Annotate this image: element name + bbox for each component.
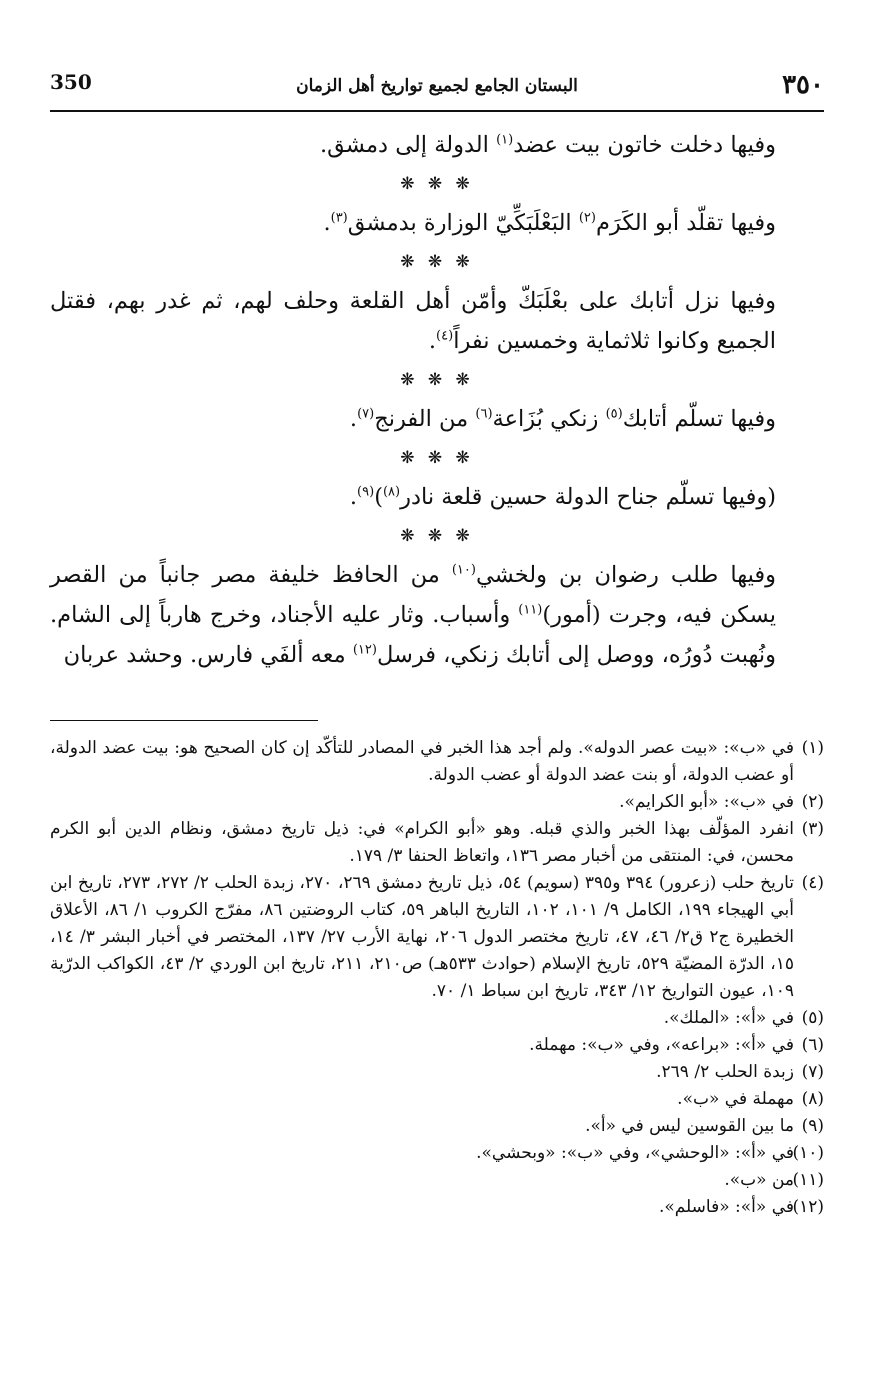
footnote-number: (٣)	[801, 819, 824, 839]
text-run: وفيها تقلّد أبو الكَرَم	[595, 210, 776, 236]
footnote-ref[interactable]: (٧)	[357, 406, 375, 422]
text-run: .	[428, 328, 437, 354]
running-header	[50, 70, 824, 104]
footnote-ref[interactable]: (١٠)	[451, 562, 476, 578]
footnote-rule	[50, 720, 318, 721]
paragraph	[50, 125, 824, 165]
footnote-ref[interactable]: (١٢)	[352, 642, 377, 658]
footnote-number: (٢)	[801, 792, 824, 812]
footnote	[50, 1194, 824, 1221]
section-separator: ❋ ❋ ❋	[400, 448, 474, 468]
paragraph	[50, 555, 824, 675]
header-rule	[50, 110, 824, 112]
footnote-text: في «أ»: «الملك».	[663, 1008, 794, 1028]
footnote-number: (٦)	[801, 1035, 824, 1055]
text-run: .	[349, 406, 358, 432]
footnote-text: في «ب»: «بيت عصر الدوله». ولم أجد هذا الخبر في المصادر للتأكّد إن كان الصحيح هو: بيت عضد الدولة، أو عضب الدولة، أو بنت عضد الدولة أو عضب الدولة.	[50, 738, 794, 785]
paragraph	[50, 399, 824, 439]
running-title: البستان الجامع لجميع تواريخ أهل الزمان	[296, 76, 578, 96]
footnote-number: (٤)	[801, 873, 824, 893]
footnote-number: (٩)	[801, 1116, 824, 1136]
footnote-text: في «أ»: «فاسلم».	[658, 1197, 794, 1217]
text-run: الدولة إلى دمشق.	[319, 132, 497, 158]
footnote	[50, 1113, 824, 1140]
footnote	[50, 1140, 824, 1167]
footnote-text: ما بين القوسين ليس في «أ».	[585, 1116, 794, 1136]
section-separator: ❋ ❋ ❋	[400, 526, 474, 546]
footnote-ref[interactable]: (٦)	[475, 406, 493, 422]
footnote	[50, 816, 824, 870]
text-run: )	[374, 484, 383, 510]
footnote-ref[interactable]: (٤)	[436, 328, 454, 344]
text-run: من الحافظ خليفة مصر جانباً من القصر يسكن فيه، وجرت (أمور)	[50, 562, 776, 628]
footnote-text: تاريخ حلب (زعرور) ٣٩٤ و٣٩٥ (سويم) ٥٤، ذيل تاريخ دمشق ٢٦٩، ٢٧٠، زبدة الحلب ٢/ ٢٧٢، ٢٧٣، تاريخ ابن أبي الهيجاء ١٩٩، الكامل ٩/ ١٠١، ١٠٢، التاريخ الباهر ٥٩، كتاب الروضتين ٨٦، مفرّج الكروب ١/ ٨٦، الأعلاق الخطيرة ج٢ ق٢/ ٤٦، ٤٧، تاريخ مختصر الدول ٢٠٦، نهاية الأرب ٢٧/ ١٣٧، المختصر في أخبار البشر ٣/ ١٤، ١٥، الدرّة المضيّة ٥٢٩، تاريخ الإسلام (حوادث ٥٣٣هـ) ص٢١٠، ٢١١، تاريخ ابن الوردي ٢/ ٤٣، الكواكب الدرّية ١٠٩، عيون التواريخ ١٢/ ٣٤٣، تاريخ ابن سباط ١/ ٧٠.	[50, 873, 795, 1001]
footnote-number: (١)	[801, 738, 824, 758]
footnote-ref[interactable]: (١١)	[518, 602, 543, 618]
footnote-ref[interactable]: (٨)	[382, 484, 401, 500]
footnote	[50, 1086, 824, 1113]
section-separator: ❋ ❋ ❋	[400, 370, 474, 390]
text-run: وفيها طلب رضوان بن ولخشي	[475, 562, 776, 588]
section-separator: ❋ ❋ ❋	[400, 252, 474, 272]
footnote-ref[interactable]: (١)	[496, 132, 514, 148]
text-run: زنكي بُزَاعة	[492, 406, 606, 432]
text-run: وفيها دخلت خاتون بيت عضد	[513, 132, 776, 158]
text-run: (وفيها تسلّم جناح الدولة حسين قلعة نادر	[400, 484, 776, 510]
text-run: .	[349, 484, 358, 510]
text-run: من الفرنج	[374, 406, 476, 432]
footnote-text: في «ب»: «أبو الكرايم».	[619, 792, 794, 812]
text-run: .	[323, 210, 331, 236]
footnote-number: (١٠)	[792, 1143, 824, 1163]
footnote-text: في «أ»: «الوحشي»، وفي «ب»: «وبحشي».	[476, 1143, 794, 1163]
footnote-number: (١٢)	[792, 1197, 824, 1217]
footnote	[50, 1032, 824, 1059]
section-separator: ❋ ❋ ❋	[400, 174, 474, 194]
footnote	[50, 1167, 824, 1194]
footnote-text: في «أ»: «براعه»، وفي «ب»: مهملة.	[529, 1035, 794, 1055]
book-page	[50, 70, 824, 1217]
page-number-latin: 350	[50, 70, 92, 94]
page-number-arabic: ٣٥٠	[782, 70, 824, 100]
footnote-ref[interactable]: (٣)	[330, 210, 348, 226]
paragraph	[50, 477, 824, 517]
text-run: وفيها نزل أتابك على بعْلَبَكّ وأمّن أهل القلعة وحلف لهم، ثم غدر بهم، فقتل الجميع وكانوا ثلاثماية وخمسين نفراً	[50, 288, 776, 354]
footnote-text: مهملة في «ب».	[677, 1089, 794, 1109]
footnote	[50, 735, 824, 789]
footnotes	[50, 735, 824, 1221]
text-run: البَعْلَبَكِّيّ الوزارة بدمشق	[347, 210, 579, 236]
footnote-ref[interactable]: (٥)	[605, 406, 623, 422]
footnote	[50, 1059, 824, 1086]
main-text	[50, 125, 824, 675]
text-run: معه ألفَي فارس. وحشد عربان	[63, 642, 353, 668]
footnote-number: (٨)	[801, 1089, 824, 1109]
text-run: وأسباب. وثار عليه الأجناد، وخرج هارباً إلى الشام. ونُهبت دُورُه، ووصل إلى أتابك زنكي، فرسل	[50, 602, 776, 668]
footnote-number: (٧)	[801, 1062, 824, 1082]
text-run: وفيها تسلّم أتابك	[622, 406, 776, 432]
footnote-ref[interactable]: (٢)	[578, 210, 596, 226]
footnote-text: زبدة الحلب ٢/ ٢٦٩.	[656, 1062, 794, 1082]
paragraph	[50, 281, 824, 361]
footnote-number: (٥)	[801, 1008, 824, 1028]
footnote	[50, 789, 824, 816]
paragraph	[50, 203, 824, 243]
footnote-text: من «ب».	[724, 1170, 794, 1190]
footnote	[50, 1005, 824, 1032]
footnote-text: انفرد المؤلّف بهذا الخبر والذي قبله. وهو «أبو الكرام» في: ذيل تاريخ دمشق، ونظام الدين أبو الكرم محسن، في: المنتقى من أخبار مصر ١٣٦، واتعاظ الحنفا ٣/ ١٧٩.	[50, 819, 794, 866]
footnote-number: (١١)	[792, 1170, 824, 1190]
footnote-ref[interactable]: (٩)	[357, 484, 375, 500]
footnote	[50, 870, 824, 1005]
